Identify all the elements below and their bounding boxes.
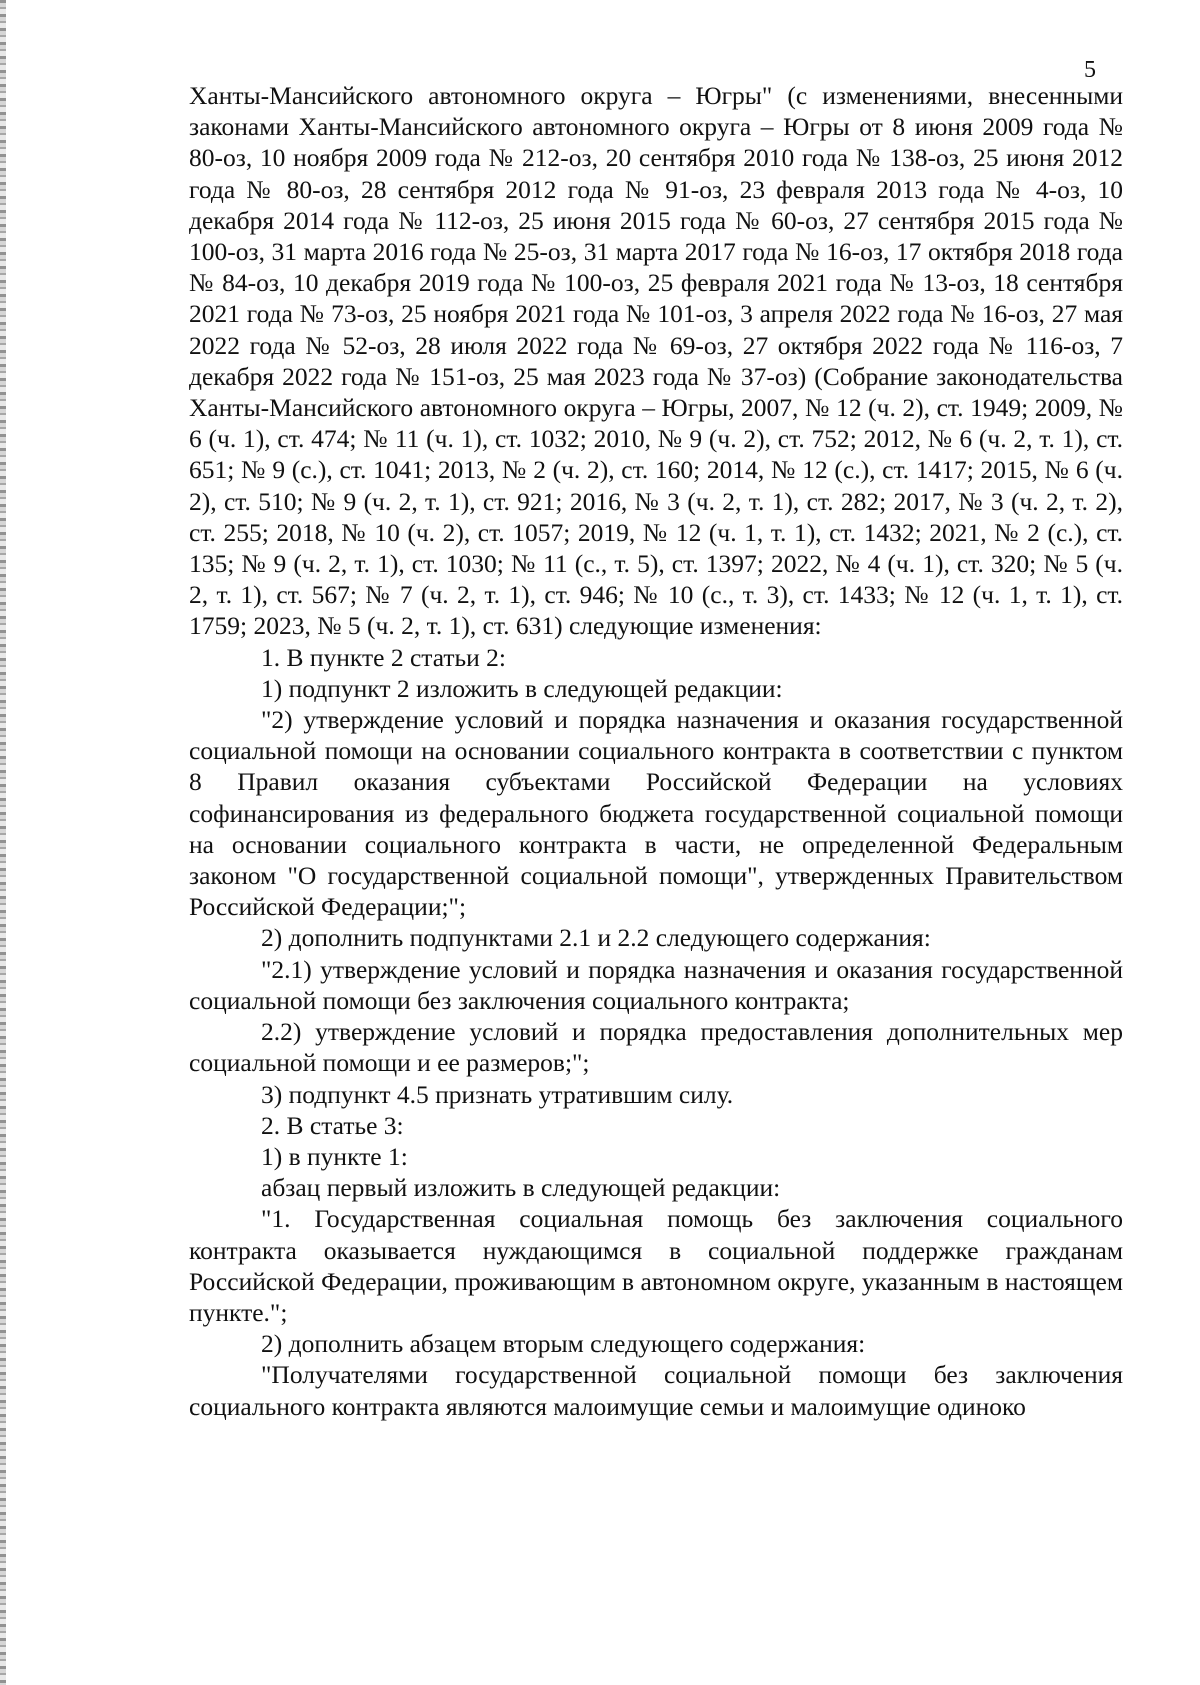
paragraph: абзац первый изложить в следующей редакции: <box>261 1173 781 1203</box>
paragraph: 1) в пункте 1: <box>261 1141 408 1171</box>
paragraph: "Получателями государственной социальной помощи без заключения социального контракта являются малоимущие семьи и малоимущие одиноко <box>189 1360 1123 1421</box>
scan-edge <box>0 0 6 1685</box>
paragraph: 2) дополнить абзацем вторым следующего содержания: <box>261 1329 866 1359</box>
paragraph: "2) утверждение условий и порядка назначения и оказания государственной социальной помощи на основании социального контракта в соответствии с пунктом 8 Правил оказания субъектами Российской Федерации на условиях софинансирования из федерального бюджета государственной социальной помощи на основании социального контракта в части, не определенной Федеральным законом "О государственной социальной помощи", утвержденных Правительством Российской Федерации;"; <box>189 705 1123 922</box>
paragraph: 2.2) утверждение условий и порядка предоставления дополнительных мер социальной помощи и ее размеров;"; <box>189 1017 1123 1078</box>
paragraph: 3) подпункт 4.5 признать утратившим силу. <box>261 1079 734 1109</box>
paragraph: "2.1) утверждение условий и порядка назначения и оказания государственной социальной помощи без заключения социального контракта; <box>189 954 1123 1015</box>
paragraph: "1. Государственная социальная помощь без заключения социального контракта оказывается нуждающимся в социальной поддержке гражданам Российской Федерации, проживающим в автономном округе, указанным в настоящем пункте."; <box>189 1204 1123 1327</box>
paragraph: 1. В пункте 2 статьи 2: <box>261 642 507 672</box>
paragraph: 2. В статье 3: <box>261 1110 404 1140</box>
paragraph: Ханты-Мансийского автономного округа – Югры" (с изменениями, внесенными законами Ханты-Мансийского автономного округа – Югры от 8 июня 2009 года № 80-оз, 10 ноября 2009 года № 212-оз, 20 сентября 2010 года № 138-оз, 25 июня 2012 года № 80-оз, 28 сентября 2012 года № 91-оз, 23 февраля 2013 года № 4-оз, 10 декабря 2014 года № 112-оз, 25 июня 2015 года № 60-оз, 27 сентября 2015 года № 100-оз, 31 марта 2016 года № 25-оз, 31 марта 2017 года № 16-оз, 17 октября 2018 года № 84-оз, 10 декабря 2019 года № 100-оз, 25 февраля 2021 года № 13-оз, 18 сентября 2021 года № 73-оз, 25 ноября 2021 года № 101-оз, 3 апреля 2022 года № 16-оз, 27 мая 2022 года № 52-оз, 28 июля 2022 года № 69-оз, 27 октября 2022 года № 116-оз, 7 декабря 2022 года № 151-оз, 25 мая 2023 года № 37-оз) (Собрание законодательства Ханты-Мансийского автономного округа – Югры, 2007, № 12 (ч. 2), ст. 1949; 2009, № 6 (ч. 1), ст. 474; № 11 (ч. 1), ст. 1032; 2010, № 9 (ч. 2), ст. 752; 2012, № 6 (ч. 2, т. 1), ст. 651; № 9 (с.), ст. 1041; 2013, № 2 (ч. 2), ст. 160; 2014, № 12 (с.), ст. 1417; 2015, № 6 (ч. 2), ст. 510; № 9 (ч. 2, т. 1), ст. 921; 2016, № 3 (ч. 2, т. 1), ст. 282; 2017, № 3 (ч. 2, т. 2), ст. 255; 2018, № 10 (ч. 2), ст. 1057; 2019, № 12 (ч. 1, т. 1), ст. 1432; 2021, № 2 (с.), ст. 135; № 9 (ч. 2, т. 1), ст. 1030; № 11 (с., т. 5), ст. 1397; 2022, № 4 (ч. 1), ст. 320; № 5 (ч. 2, т. 1), ст. 567; № 7 (ч. 2, т. 1), ст. 946; № 10 (с., т. 3), ст. 1433; № 12 (ч. 1, т. 1), ст. 1759; 2023, № 5 (ч. 2, т. 1), ст. 631) следующие изменения: <box>189 81 1123 641</box>
page-number: 5 <box>1084 57 1096 83</box>
paragraph: 2) дополнить подпунктами 2.1 и 2.2 следующего содержания: <box>261 923 931 953</box>
document-body <box>189 80 1123 1422</box>
paragraph: 1) подпункт 2 изложить в следующей редакции: <box>261 673 783 703</box>
